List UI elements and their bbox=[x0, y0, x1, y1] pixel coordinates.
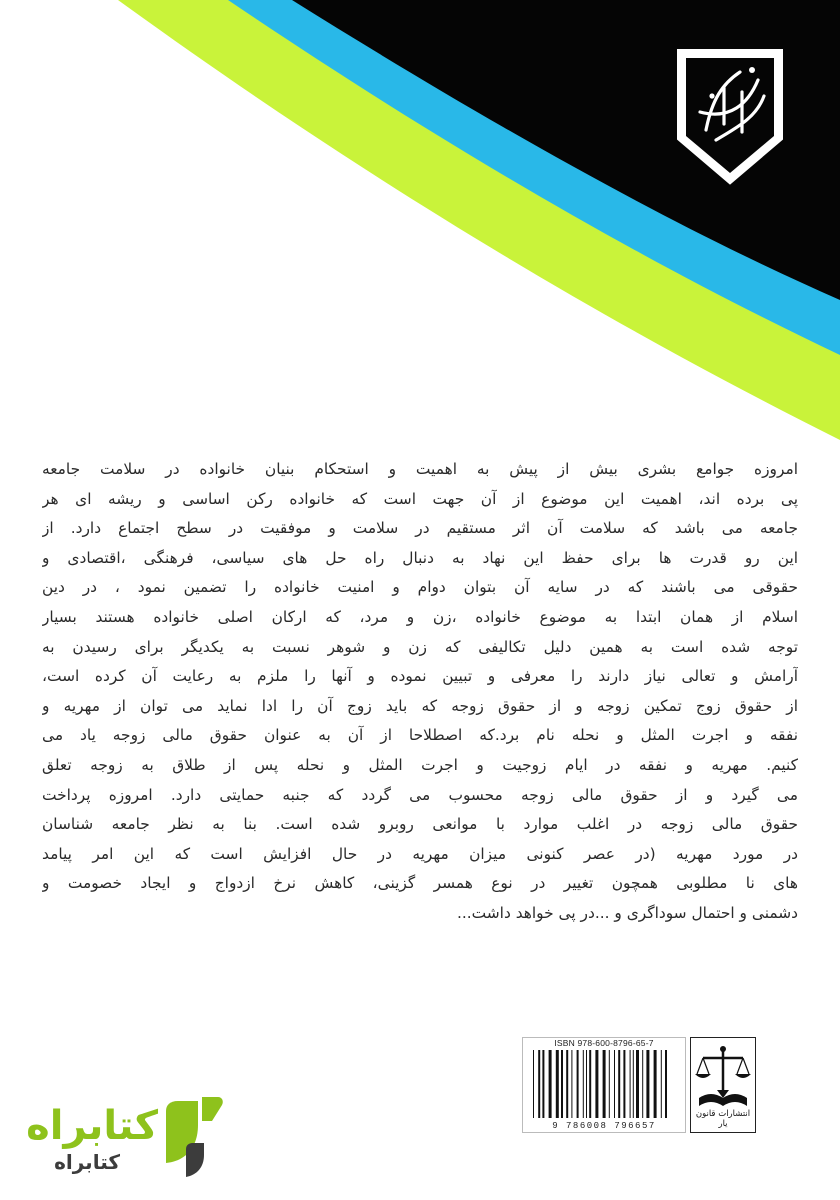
text-line: در مورد مهریه (در عصر کنونی میزان مهریه در حال افزایش است که این امر پیامد bbox=[42, 844, 798, 863]
barcode-bar bbox=[542, 1050, 544, 1118]
ean-number: 9 786008 796657 bbox=[552, 1121, 656, 1131]
barcode-bar bbox=[623, 1050, 625, 1118]
publisher-mark bbox=[690, 1037, 756, 1133]
barcode-bar bbox=[636, 1050, 639, 1118]
barcode-bar bbox=[556, 1050, 559, 1118]
barcode-bar bbox=[571, 1050, 572, 1118]
barcode-bar bbox=[642, 1050, 643, 1118]
text-line: پی برده اند، اهمیت این موضوع از آن جهت است که خانواده رکن اساسی و ریشه ای هر bbox=[42, 489, 798, 508]
text-line: امروزه جوامع بشری بیش از پیش به اهمیت و استحکام بنیان خانواده در سلامت جامعه bbox=[42, 460, 798, 478]
barcode-bar bbox=[654, 1050, 657, 1118]
barcode-icon bbox=[529, 1050, 679, 1118]
text-line: های نا مطلوبی همچون تغییر در نوع همسر گزینی، کاهش نرخ ازدواج و ایجاد خصومت و bbox=[42, 874, 798, 893]
barcode-bar bbox=[661, 1050, 662, 1118]
brand-name-large: کتابراه bbox=[26, 1103, 158, 1149]
back-cover-description bbox=[42, 455, 798, 929]
text-line: کنیم. مهریه و نفقه در ایام زوجیت و اجرت المثل و نحله پس از طلاق به زوجه تعلق bbox=[42, 755, 798, 774]
text-line: توجه شده است به همین دلیل تکالیفی که زن و شوهر نسبت به یکدیگر برای رسیدن به bbox=[42, 637, 798, 656]
ketabrah-brand bbox=[26, 1095, 230, 1185]
scales-of-justice-book-icon bbox=[691, 1040, 755, 1118]
brand-name-small: کتابراه bbox=[54, 1150, 120, 1174]
barcode-bar bbox=[603, 1050, 606, 1118]
barcode-bar bbox=[609, 1050, 610, 1118]
barcode-bar bbox=[630, 1050, 631, 1118]
barcode-bar bbox=[538, 1050, 540, 1118]
barcode-bar bbox=[618, 1050, 620, 1118]
ketabrah-leaf-icon bbox=[152, 1095, 232, 1185]
isbn-barcode bbox=[522, 1037, 686, 1133]
text-line: جامعه می باشد که سلامت آن اثر مستقیم در سلامت و موفقیت در سطح اجتماع دارد. از bbox=[42, 519, 798, 538]
isbn-label: ISBN 978-600-8796-65-7 bbox=[554, 1038, 654, 1048]
text-line: از حقوق زوج تمکین زوجه و از حقوق زوجه که باید زوج آن را ادا نماید می توان از مهریه و bbox=[42, 696, 798, 715]
barcode-bar bbox=[589, 1050, 591, 1118]
barcode-bar bbox=[566, 1050, 568, 1118]
text-line: دشمنی و احتمال سوداگری و ...در پی خواهد داشت... bbox=[457, 903, 798, 922]
text-line: این رو قدرت ها برای حفظ این نهاد به دنبال راه حل های سیاسی، فرهنگی ،اقتصادی و bbox=[42, 548, 798, 567]
barcode-bar bbox=[614, 1050, 615, 1118]
barcode-bar bbox=[646, 1050, 649, 1118]
barcode-bar bbox=[586, 1050, 587, 1118]
barcode-bar bbox=[549, 1050, 552, 1118]
barcode-bar bbox=[583, 1050, 584, 1118]
text-line: حقوق مالی زوجه در اغلب موارد با موانعی روبرو شده است. بنا به نظر جامعه شناسان bbox=[42, 815, 798, 834]
barcode-bar bbox=[561, 1050, 563, 1118]
barcode-bar bbox=[577, 1050, 579, 1118]
barcode-bar bbox=[633, 1050, 634, 1118]
text-line: آرامش و تعالی نیاز دارند را معرفی و تبیین نموده و آنها را ملزم به رعایت آن کرده است، bbox=[42, 667, 798, 686]
publisher-name: انتشارات قانون یار bbox=[695, 1109, 751, 1129]
text-line: اسلام از همان ابتدا به موضوع خانواده ،زن و مرد، که ارکان اصلی خانواده هستند بسیار bbox=[42, 607, 798, 626]
text-line: حقوقی می باشند که در سایه آن بتوان دوام و امنیت خانواده را تضمین نمود ، در دین bbox=[42, 578, 798, 597]
text-line: نفقه و اجرت المثل و نحله نام برد.که اصطلاحا از آن به عنوان حقوق مالی زوجه یاد می bbox=[42, 726, 798, 745]
text-line: می گیرد و از حقوق مالی زوجه محسوب می گردد که جنبه حمایتی دارد. امروزه پرداخت bbox=[42, 785, 798, 804]
barcode-bar bbox=[533, 1050, 534, 1118]
barcode-bar bbox=[665, 1050, 667, 1118]
barcode-bar bbox=[595, 1050, 598, 1118]
